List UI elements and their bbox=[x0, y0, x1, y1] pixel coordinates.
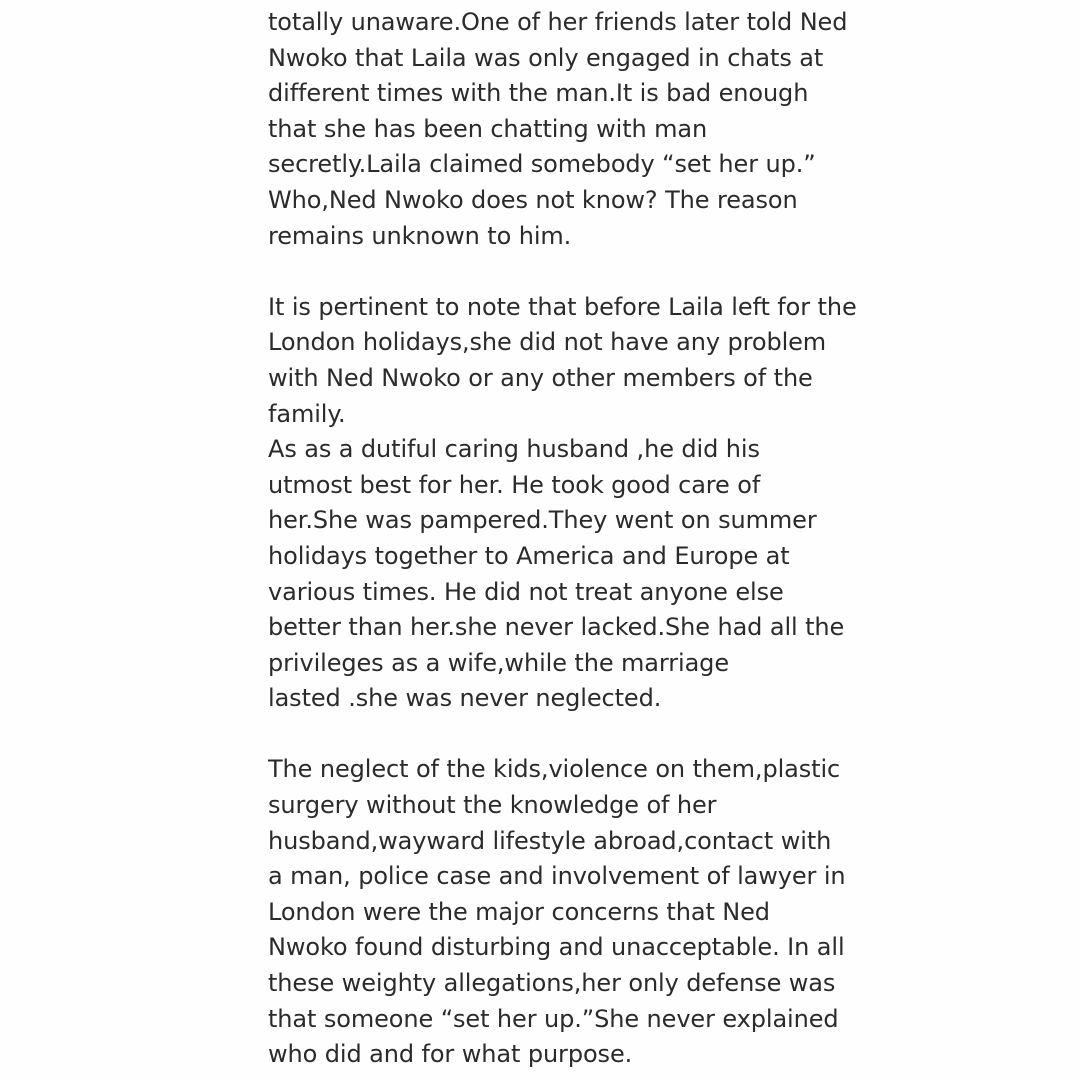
paragraph-gap bbox=[268, 717, 828, 753]
paragraph-gap bbox=[268, 254, 828, 290]
text-line: London were the major concerns that Ned bbox=[268, 897, 770, 926]
text-line: her.She was pampered.They went on summer bbox=[268, 506, 817, 535]
text-line: lasted .she was never neglected. bbox=[268, 684, 662, 713]
text-line: London holidays,she did not have any problem bbox=[268, 328, 827, 357]
text-line: privileges as a wife,while the marriage bbox=[268, 648, 729, 677]
text-line: these weighty allegations,her only defense was bbox=[268, 969, 836, 998]
text-line: remains unknown to him. bbox=[268, 221, 572, 250]
note-body[interactable] bbox=[268, 5, 857, 1073]
text-line: surgery without the knowledge of her bbox=[268, 791, 717, 820]
text-line: Who,Ned Nwoko does not know? The reason bbox=[268, 185, 798, 214]
text-line: that she has been chatting with man bbox=[268, 114, 708, 143]
text-line: It is pertinent to note that before Laila left for the bbox=[268, 292, 857, 321]
text-line: The neglect of the kids,violence on them,plastic bbox=[268, 755, 841, 784]
text-line: that someone “set her up.”She never explained bbox=[268, 1004, 839, 1033]
text-line: better than her.she never lacked.She had all the bbox=[268, 613, 845, 642]
text-line: family. bbox=[268, 399, 346, 428]
paragraph-2 bbox=[268, 290, 857, 717]
text-line: totally unaware.One of her friends later told Ned bbox=[268, 8, 848, 36]
text-line: husband,wayward lifestyle abroad,contact with bbox=[268, 826, 832, 855]
text-line: a man, police case and involvement of lawyer in bbox=[268, 862, 846, 891]
text-line: various times. He did not treat anyone else bbox=[268, 577, 784, 606]
text-line: Nwoko that Laila was only engaged in chats at bbox=[268, 43, 824, 72]
text-line: utmost best for her. He took good care of bbox=[268, 470, 761, 499]
paragraph-3 bbox=[268, 752, 846, 1072]
paragraph-1 bbox=[268, 5, 848, 254]
text-line: who did and for what purpose. bbox=[268, 1040, 633, 1069]
text-line: holidays together to America and Europe at bbox=[268, 541, 790, 570]
text-line: different times with the man.It is bad enough bbox=[268, 79, 809, 108]
text-line: secretly.Laila claimed somebody “set her up.” bbox=[268, 150, 816, 179]
text-line: Nwoko found disturbing and unacceptable. In all bbox=[268, 933, 845, 962]
text-line: with Ned Nwoko or any other members of the bbox=[268, 363, 813, 392]
text-line: As as a dutiful caring husband ,he did his bbox=[268, 435, 760, 464]
